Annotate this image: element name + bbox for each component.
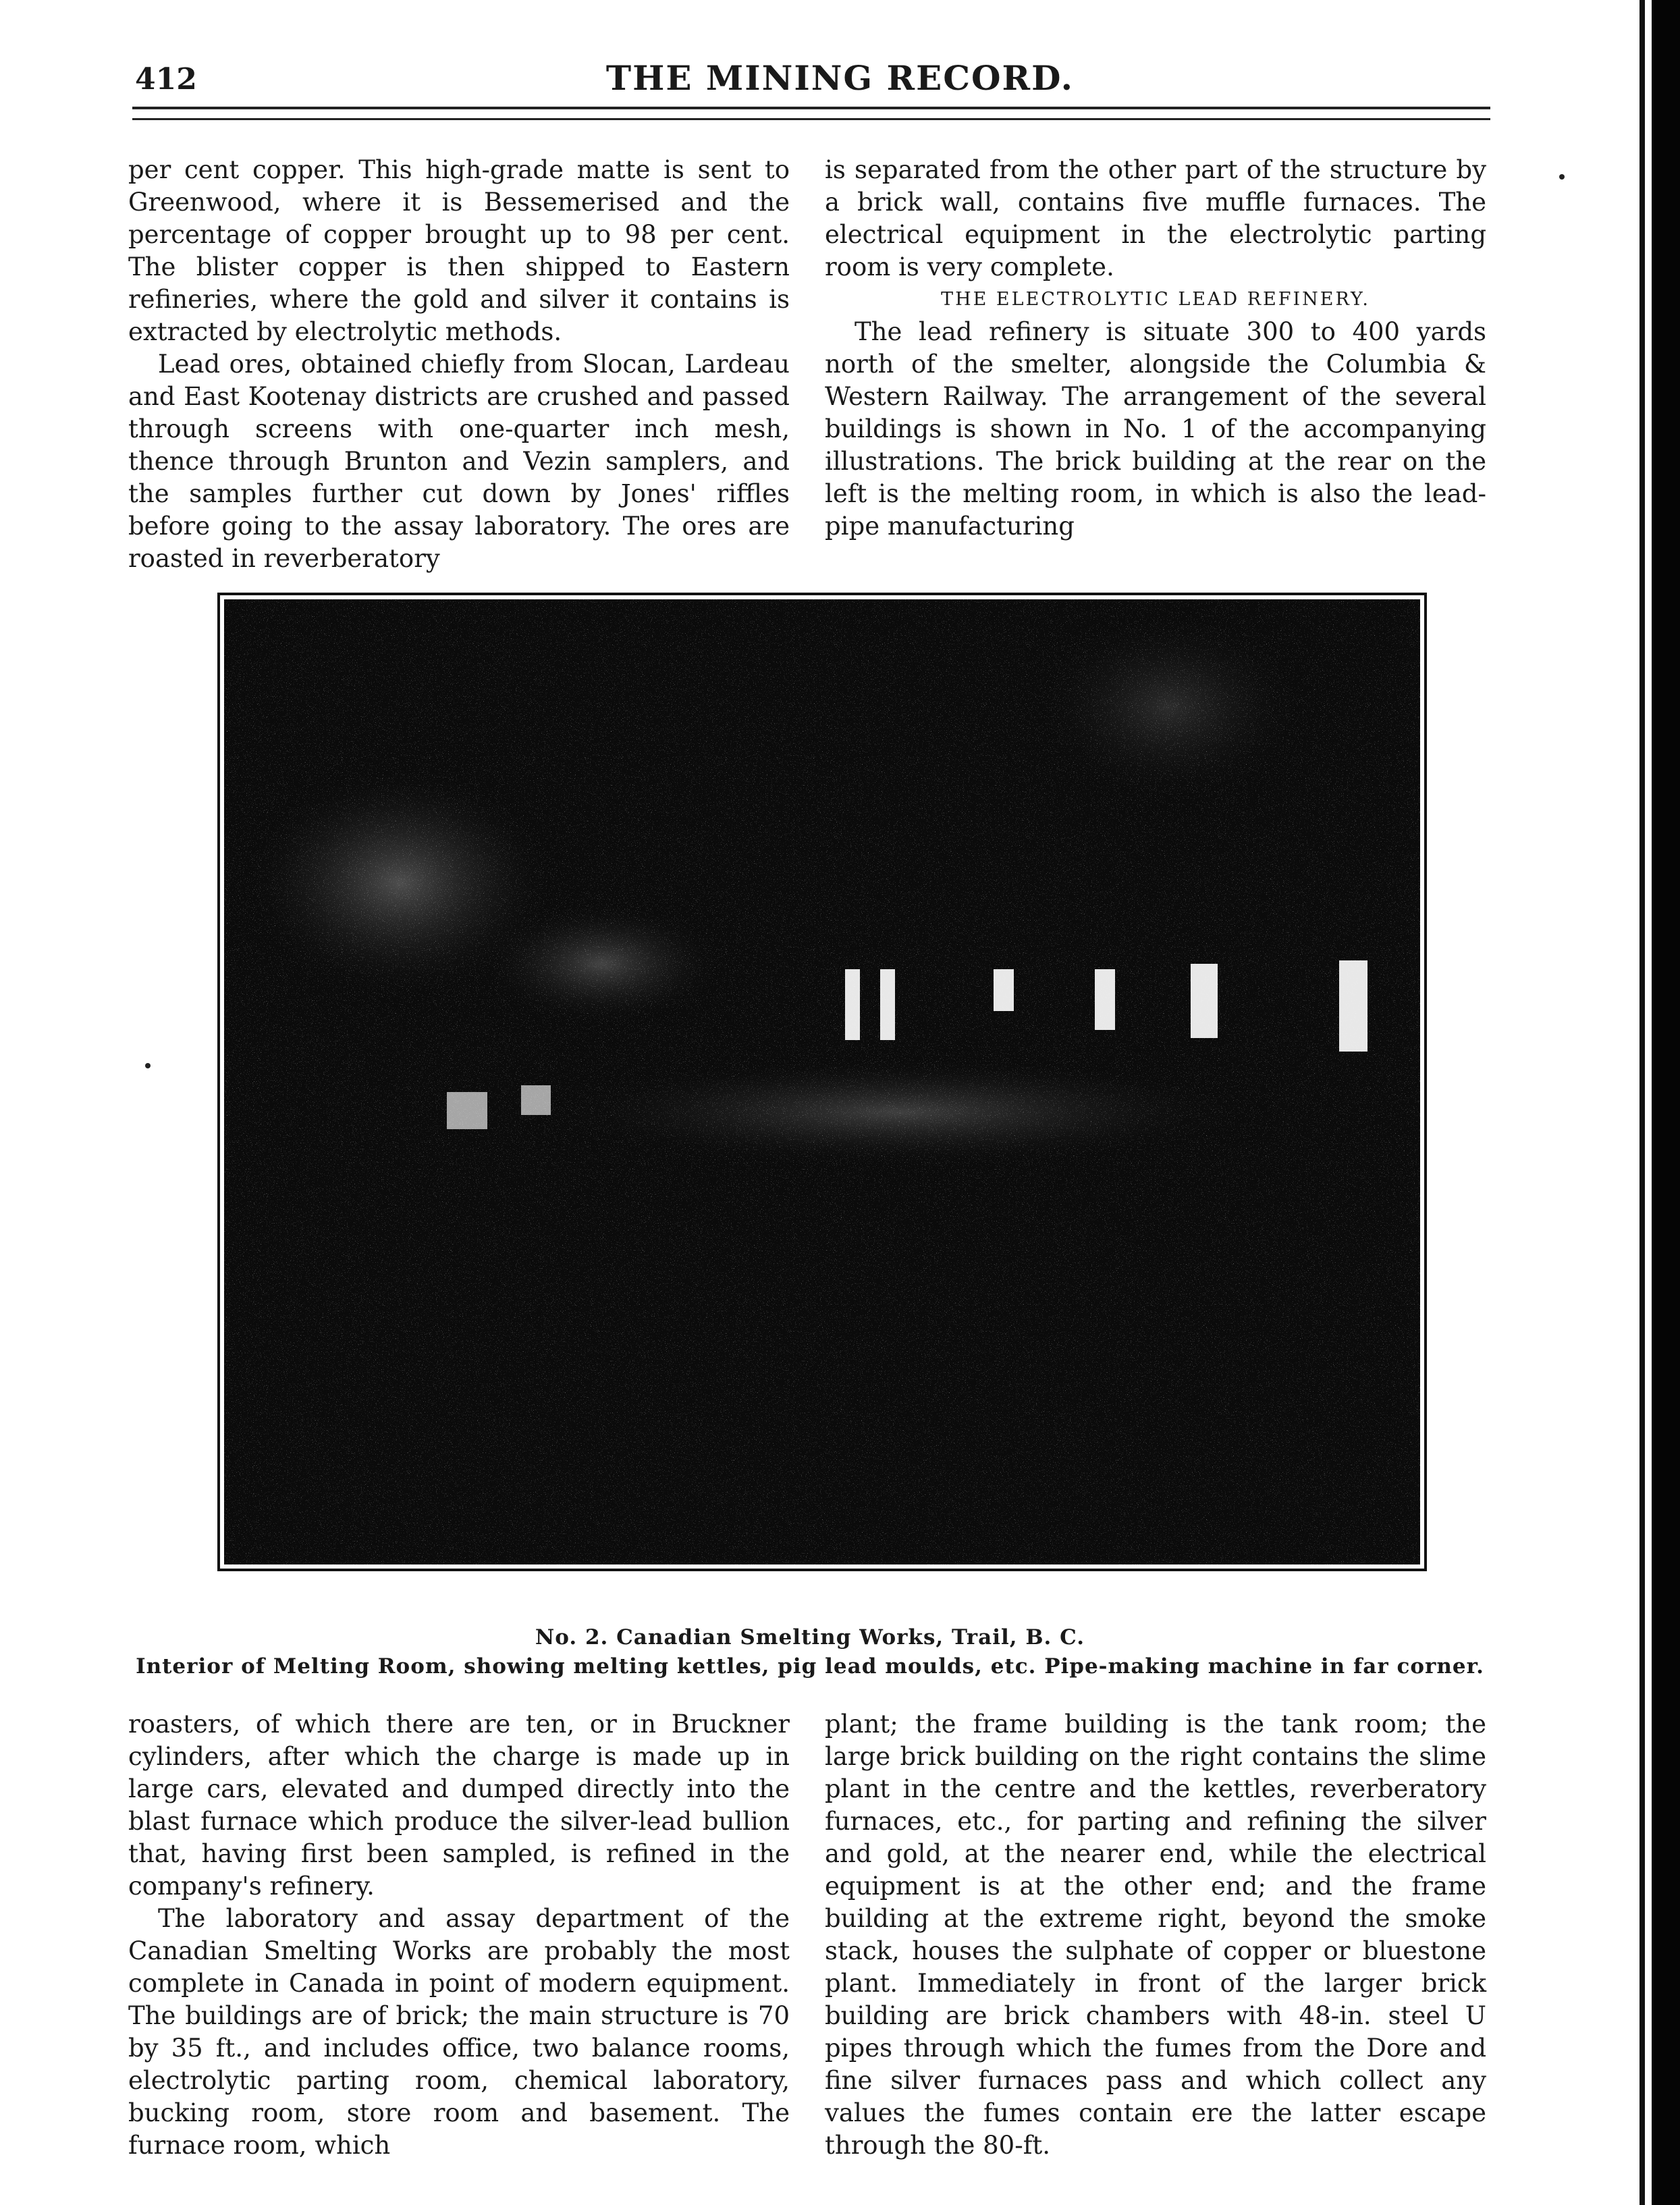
ink-speck [145,1063,151,1068]
header-rule [132,107,1490,109]
column-top-right [825,154,1486,543]
paragraph: plant; the frame building is the tank room; the large brick building on the right contains the slime plant in the centre and the kettles, reverberatory furnaces, etc., for parting and refining the silver and gold, at the nearer end, while the electrical equipment is at the other end; and the frame building at the extreme right, beyond the smoke stack, houses the sulphate of copper or bluestone plant. Immediately in front of the larger brick building are brick chambers with 48-in. steel U pipes through which the fumes from the Dore and fine silver furnaces pass and which collect any values the fumes contain ere the latter escape through the 80-ft. [825,1710,1486,2160]
header-rule-secondary [132,118,1490,120]
binding-edge-line [1640,0,1645,2205]
paragraph: The lead refinery is situate 300 to 400 yards north of the smelter, alongside the Columbia & Western Railway. The arrangement of the several buildings is shown in No. 1 of the accompanying illustrations. The brick building at the rear on the left is the melting room, in which is also the lead-pipe manufacturing [825,317,1486,541]
figure-caption-title: No. 2. Canadian Smelting Works, Trail, B. C. [535,1625,1085,1650]
photograph-frame [217,593,1427,1571]
running-title: THE MINING RECORD. [605,58,1075,98]
column-bottom-left [128,1708,790,2162]
paragraph: roasters, of which there are ten, or in Bruckner cylinders, after which the charge is made up in large cars, elevated and dumped directly into the blast furnace which produce the silver-lead bullion that, having first been sampled, is refined in the company's refinery. [128,1710,790,1901]
melting-room-photograph [224,599,1420,1564]
paragraph: per cent copper. This high-grade matte is sent to Greenwood, where it is Bessemerised and the percentage of copper brought up to 98 per cent. The blister copper is then shipped to Eastern refineries, where the gold and silver it contains is extracted by electrolytic methods. [128,155,790,346]
paragraph: is separated from the other part of the structure by a brick wall, contains five muffle furnaces. The electrical equipment in the electrolytic parting room is very complete. [825,155,1486,281]
paragraph: Lead ores, obtained chiefly from Slocan, Lardeau and East Kootenay districts are crushed and passed through screens with one-quarter inch mesh, thence through Brunton and Vezin samplers, and the samples further cut down by Jones' riffles before going to the assay laboratory. The ores are roasted in reverberatory [128,350,790,573]
section-heading: THE ELECTROLYTIC LEAD REFINERY. [941,289,1370,310]
paragraph: The laboratory and assay department of the Canadian Smelting Works are probably the most complete in Canada in point of modern equipment. The buildings are of brick; the main structure is 70 by 35 ft., and includes office, two balance rooms, electrolytic parting room, chemical laboratory, bucking room, store room and basement. The furnace room, which [128,1904,790,2160]
binding-edge-shadow [1652,0,1680,2205]
ink-speck [1559,174,1565,180]
column-top-left [128,154,790,575]
page-number: 412 [135,62,197,97]
column-bottom-right [825,1708,1486,2162]
figure-caption-description: Interior of Melting Room, showing melting kettles, pig lead moulds, etc. Pipe-making machine in far corner. [136,1654,1484,1679]
